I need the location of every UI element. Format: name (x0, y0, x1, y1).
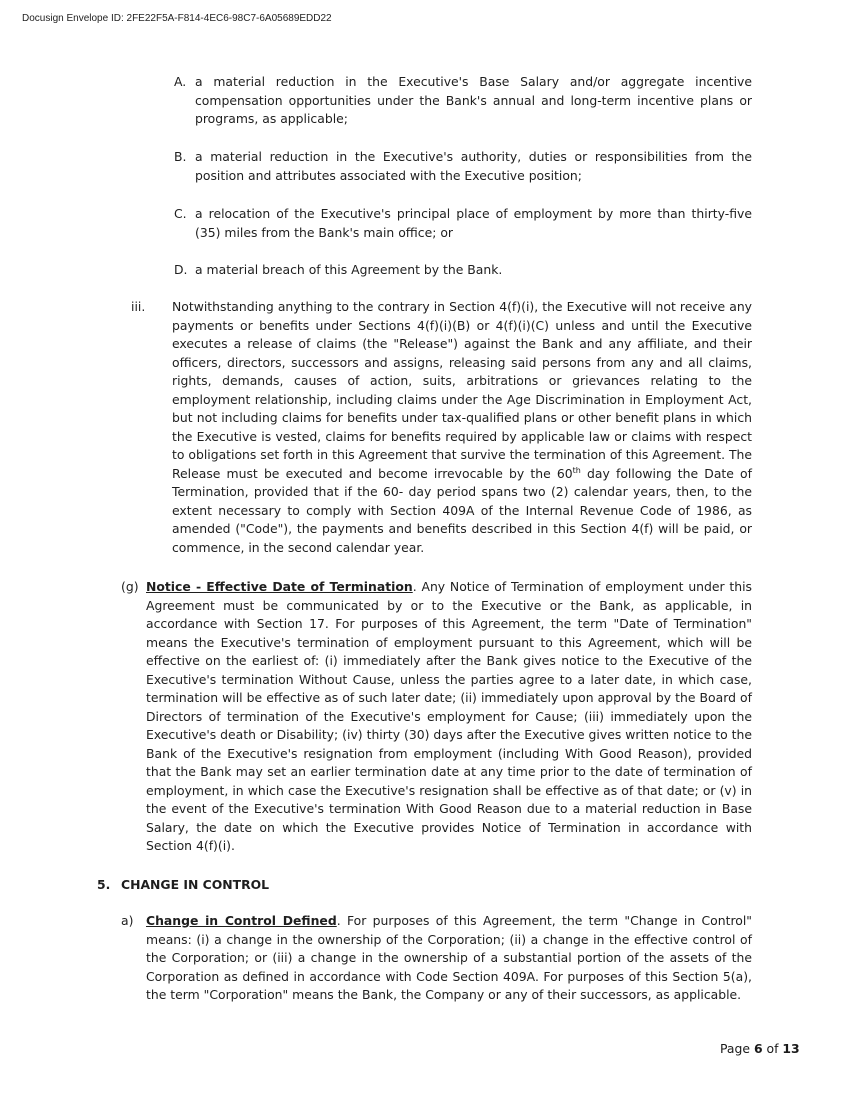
page-total: 13 (782, 1041, 800, 1056)
clause-g-heading: Notice - Effective Date of Termination (146, 579, 413, 594)
page-number (720, 1041, 800, 1056)
subitem-text-c: a relocation of the Executive's principal place of employment by more than thirty-five (35) miles from the Bank's main office; or (195, 206, 752, 240)
clause-g-text (146, 578, 752, 856)
section-5-number: 5. (97, 877, 111, 892)
clause-iii-text-part2: day following the Date of Termination, provided that if the 60- day period spans two (2) calendar years, then, to the extent necessary to comply with Section 409A of the Internal Revenue Code of 1986, as amended ("Code"), the payments and benefits described in this Section 4(f) will be paid, or commence, in the second calendar year. (172, 465, 752, 555)
clause-a-text (146, 912, 752, 1005)
ordinal-superscript: th (572, 465, 581, 475)
clause-iii-text-part1: Notwithstanding anything to the contrary in Section 4(f)(i), the Executive will not receive any payments or benefits under Sections 4(f)(i)(B) or 4(f)(i)(C) unless and until the Executive executes a release of claims (the "Release") against the Bank and any affiliate, and their officers, directors, successors and assigns, releasing said persons from any and all claims, rights, demands, causes of action, suits, arbitrations or grievances relating to the employment relationship, including claims under the Age Discrimination in Employment Act, but not including claims for benefits under tax-qualified plans or other benefit plans in which the Executive is vested, claims for benefits required by applicable law or claims with respect to obligations set forth in this Agreement that survive the termination of this Agreement. The Release must be executed and become irrevocable by the 60 (172, 299, 752, 481)
subitem-label-b: B. (174, 149, 187, 164)
clause-a-heading: Change in Control Defined (146, 913, 337, 928)
clause-g-body: . Any Notice of Termination of employment under this Agreement must be communicated by or to the Executive or the Bank, as applicable, in accordance with Section 17. For purposes of this Agreement, the term "Date of Termination" means the Executive's termination of employment pursuant to this Agreement, which will be effective on the earliest of: (i) immediately after the Bank gives notice to the Executive of the Executive's termination Without Cause, unless the parties agree to a later date, in which case, termination will be effective as of such later date; (ii) immediately upon approval by the Board of Directors of termination of the Executive's employment for Cause; (iii) immediately upon the Executive's death or Disability; (iv) thirty (30) days after the Executive gives written notice to the Bank of the Executive's resignation from employment (including With Good Reason), provided that the Bank may set an earlier termination date at any time prior to the date of termination of employment, in which case the Executive's resignation shall be effective as of that date; or (v) in the event of the Executive's termination With Good Reason due to a material reduction in Base Salary, the date on which the Executive provides Notice of Termination in accordance with Section 4(f)(i). (146, 579, 753, 853)
subitem-text-a: a material reduction in the Executive's Base Salary and/or aggregate incentive compensation opportunities under the Bank's annual and long-term incentive plans or programs, as applicable; (195, 74, 752, 126)
clause-a-label: a) (121, 913, 134, 928)
section-5-title: CHANGE IN CONTROL (121, 877, 270, 892)
subitem-label-c: C. (174, 206, 187, 221)
clause-iii-text (172, 298, 752, 557)
subitem-text-d: a material breach of this Agreement by the Bank. (195, 262, 503, 277)
clause-a-body: . For purposes of this Agreement, the term "Change in Control" means: (i) a change in the ownership of the Corporation; (ii) a change in the effective control of the Corporation; or (iii) a change in the ownership of a substantial portion of the assets of the Corporation as defined in accordance with Code Section 409A. For purposes of this Section 5(a), the term "Corporation" means the Bank, the Company or any of their successors, as applicable. (146, 913, 752, 1002)
subitem-label-a: A. (174, 74, 187, 89)
page-of: of (762, 1041, 783, 1056)
clause-g-label: (g) (121, 579, 139, 594)
subitem-label-d: D. (174, 262, 188, 277)
subitem-text-b: a material reduction in the Executive's authority, duties or responsibilities from the position and attributes associated with the Executive position; (195, 149, 752, 183)
page-prefix: Page (720, 1041, 754, 1056)
envelope-id: Docusign Envelope ID: 2FE22F5A-F814-4EC6-98C7-6A05689EDD22 (22, 13, 332, 24)
clause-iii-label: iii. (131, 299, 146, 314)
page-current: 6 (753, 1041, 763, 1056)
